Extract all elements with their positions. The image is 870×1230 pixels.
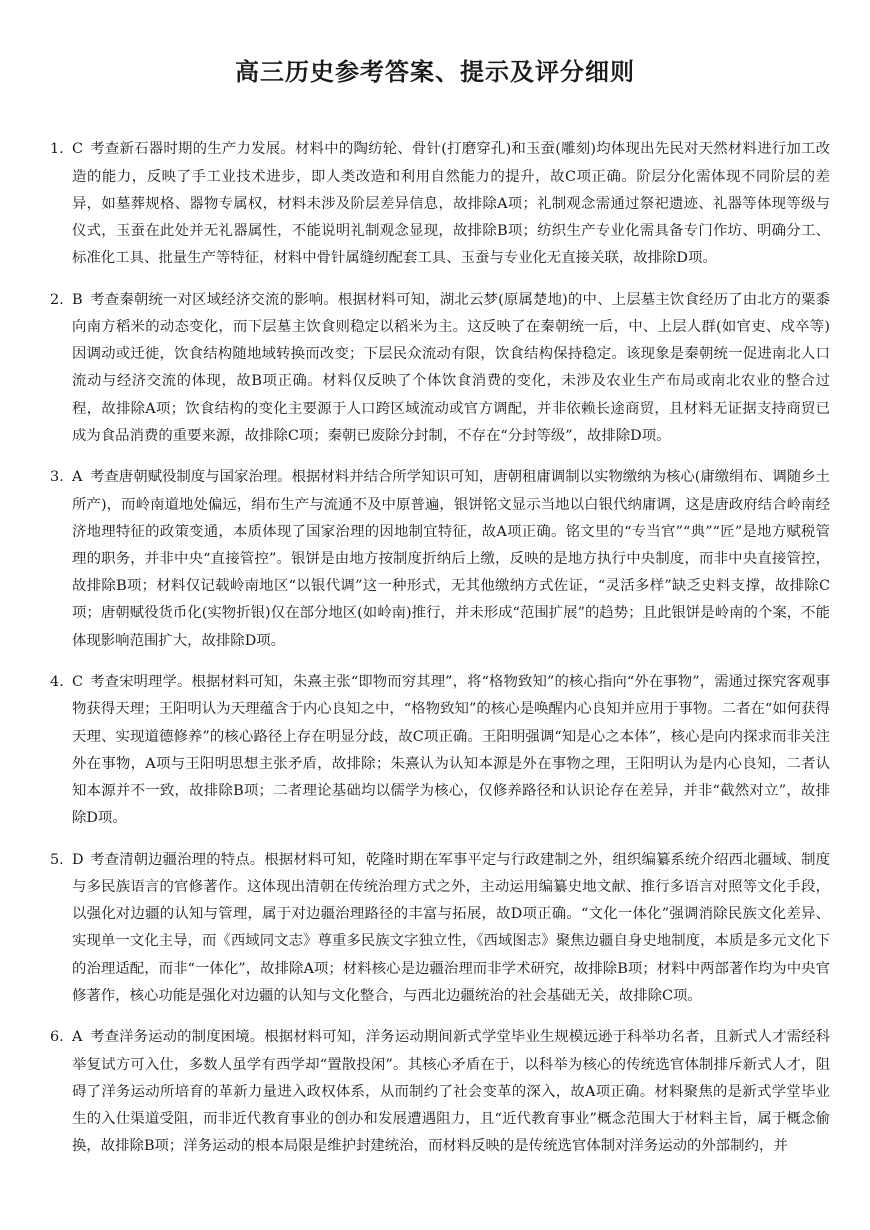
answer-item-5 <box>50 847 830 1010</box>
answer-item-4 <box>50 669 830 832</box>
item-answer: B <box>72 291 83 308</box>
answer-item-1 <box>50 136 830 272</box>
item-number: 5. <box>50 851 64 868</box>
item-answer: C <box>72 674 84 691</box>
answer-item-3 <box>50 464 830 654</box>
item-answer: A <box>72 1029 83 1046</box>
answer-item-2 <box>50 287 830 450</box>
item-number: 1. <box>50 141 64 158</box>
item-answer: A <box>72 469 83 486</box>
item-answer: C <box>72 141 84 158</box>
item-number: 4. <box>50 674 64 691</box>
item-number: 3. <box>50 469 64 486</box>
answer-item-6 <box>50 1024 830 1160</box>
document-title: 高三历史参考答案、提示及评分细则 <box>235 58 635 86</box>
item-text: 考查洋务运动的制度困境。根据材料可知，洋务运动期间新式学堂毕业生规模远逊于科举功名者，且新式人才需经科举复试方可入仕，多数人虽学有西学却“置散投闲”。其核心矛盾在于，以科举为核心的传统选官体制排斥新式人才，阻碍了洋务运动所培育的革新力量进入政权体系，从而制约了社会变革的深入，故A项正确。材料聚焦的是新式学堂毕业生的入仕渠道受阻，而非近代教育事业的创办和发展遭遇阻力，且“近代教育事业”概念范围大于材料主旨，属于概念偷换，故排除B项；洋务运动的根本局限是维护封建统治，而材料反映的是传统选官体制对洋务运动的外部制约，并 <box>72 1029 830 1155</box>
answer-list <box>50 122 830 1162</box>
item-text: 考查新石器时期的生产力发展。材料中的陶纺轮、骨针(打磨穿孔)和玉蚕(雕刻)均体现出先民对天然材料进行加工改造的能力，反映了手工业技术进步，即人类改造和利用自然能力的提升，故C项正确。阶层分化需体现不同阶层的差异，如墓葬规格、器物专属权，材料未涉及阶层差异信息，故排除A项；礼制观念需通过祭祀遗迹、礼器等体现等级与仪式，玉蚕在此处并无礼器属性，不能说明礼制观念显现，故排除B项；纺织生产专业化需具备专门作坊、明确分工、标准化工具、批量生产等特征，材料中骨针属缝纫配套工具、玉蚕与专业化无直接关联，故排除D项。 <box>72 141 830 267</box>
item-answer: D <box>72 851 84 868</box>
item-text: 考查清朝边疆治理的特点。根据材料可知，乾隆时期在军事平定与行政建制之外，组织编纂系统介绍西北疆域、制度与多民族语言的官修著作。这体现出清朝在传统治理方式之外，主动运用编纂史地文献、推行多语言对照等文化手段，以强化对边疆的认知与管理，属于对边疆治理路径的丰富与拓展，故D项正确。“文化一体化”强调消除民族文化差异、实现单一文化主导，而《西域同文志》尊重多民族文字独立性，《西域图志》聚焦边疆自身史地制度，本质是多元文化下的治理适配，而非“一体化”，故排除A项；材料核心是边疆治理而非学术研究，故排除B项；材料中两部著作均为中央官修著作，核心功能是强化对边疆的认知与文化整合，与西北边疆统治的社会基础无关，故排除C项。 <box>72 851 830 1004</box>
item-number: 2. <box>50 291 64 308</box>
item-text: 考查秦朝统一对区域经济交流的影响。根据材料可知，湖北云梦(原属楚地)的中、上层墓主饮食经历了由北方的粟黍向南方稻米的动态变化，而下层墓主饮食则稳定以稻米为主。这反映了在秦朝统一后，中、上层人群(如官吏、戍卒等)因调动或迁徙，饮食结构随地域转换而改变；下层民众流动有限，饮食结构保持稳定。该现象是秦朝统一促进南北人口流动与经济交流的体现，故B项正确。材料仅反映了个体饮食消费的变化，未涉及农业生产布局或南北农业的整合过程，故排除A项；饮食结构的变化主要源于人口跨区域流动或官方调配，并非依赖长途商贸，且材料无证据支持商贸已成为食品消费的重要来源，故排除C项；秦朝已废除分封制，不存在“分封等级”，故排除D项。 <box>72 291 830 444</box>
item-text: 考查宋明理学。根据材料可知，朱熹主张“即物而穷其理”，将“格物致知”的核心指向“外在事物”，需通过探究客观事物获得天理；王阳明认为天理蕴含于内心良知之中，“格物致知”的核心是唤醒内心良知并应用于事物。二者在“如何获得天理、实现道德修养”的核心路径上存在明显分歧，故C项正确。王阳明强调“知是心之本体”，核心是向内探求而非关注外在事物，A项与王阳明思想主张矛盾，故排除；朱熹认为认知本源是外在事物之理，王阳明认为是内心良知，二者认知本源并不一致，故排除B项；二者理论基础均以儒学为核心，仅修养路径和认识论存在差异，并非“截然对立”，故排除D项。 <box>72 674 830 827</box>
item-number: 6. <box>50 1029 64 1046</box>
item-text: 考查唐朝赋役制度与国家治理。根据材料并结合所学知识可知，唐朝租庸调制以实物缴纳为核心(庸缴绢布、调随乡土所产)，而岭南道地处偏远，绢布生产与流通不及中原普遍，银饼铭文显示当地以白银代纳庸调，这是唐政府结合岭南经济地理特征的政策变通，本质体现了国家治理的因地制宜特征，故A项正确。铭文里的“专当官”“典”“匠”是地方赋税管理的职务，并非中央“直接管控”。银饼是由地方按制度折纳后上缴，反映的是地方执行中央制度，而非中央直接管控，故排除B项；材料仅记载岭南地区“以银代调”这一种形式，无其他缴纳方式佐证，“灵活多样”缺乏史料支撑，故排除C项；唐朝赋役货币化(实物折银)仅在部分地区(如岭南)推行，并未形成“范围扩展”的趋势；且此银饼是岭南的个案，不能体现影响范围扩大，故排除D项。 <box>72 469 830 649</box>
